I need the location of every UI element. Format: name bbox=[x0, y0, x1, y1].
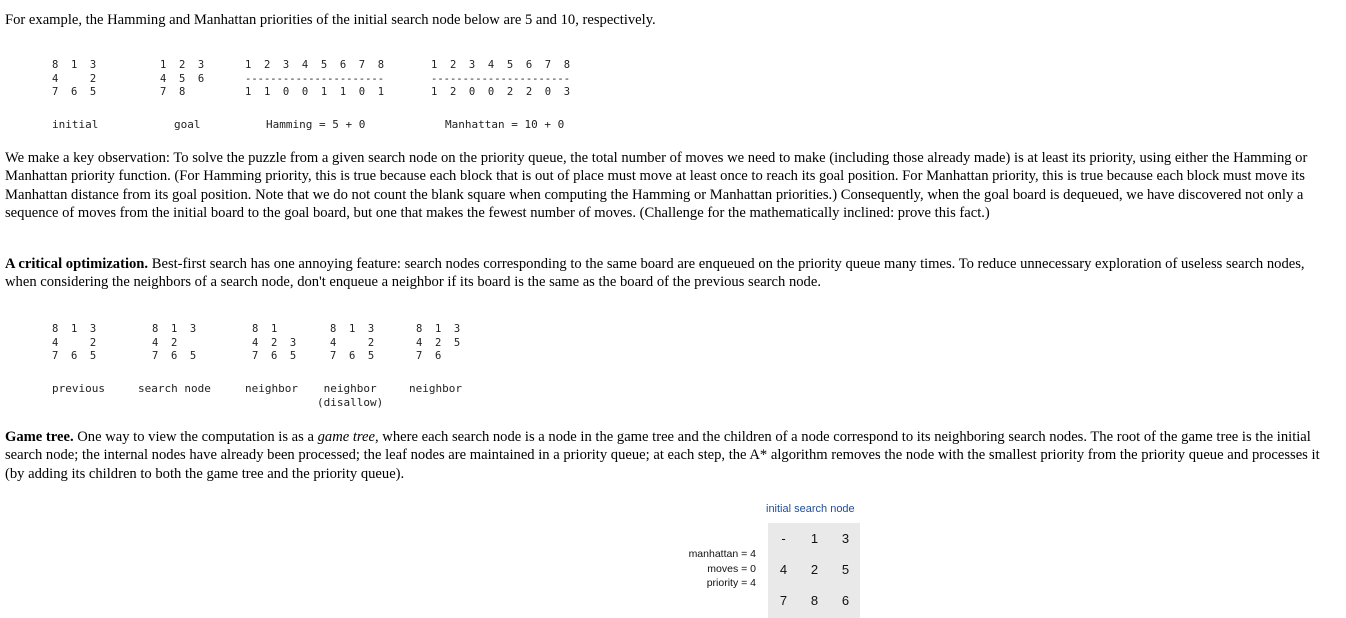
critical-text: Best-first search has one annoying feature: search nodes corresponding to the same board are enqueued on the priority queue many times. To reduce unnecessary exploration of useless search nodes, when considering the neighbors of a search node, don't enqueue a neighbor if its board is the same as the board of the previous search node. bbox=[5, 256, 1305, 291]
label-previous: previous bbox=[52, 382, 105, 395]
intro-paragraph: For example, the Hamming and Manhattan priorities of the initial search node below are 5 and 10, respectively. bbox=[5, 12, 656, 28]
game-tree-paragraph bbox=[5, 428, 1335, 483]
game-tree-text-after: , where each search node is a node in the game tree and the children of a node correspond to its neighboring search nodes. The root of the game tree is the initial search node; the internal nodes have already been processed; the leaf nodes are maintained in a priority queue; at each step, the A* algorithm removes the node with the smallest priority from the priority queue and processes it (by adding its children to both the game tree and the priority queue). bbox=[5, 429, 1320, 482]
game-tree-italic: game tree bbox=[317, 429, 375, 445]
label-neighbor-2: neighbor (disallow) bbox=[317, 382, 384, 409]
moves-stat: moves = 0 bbox=[707, 562, 756, 575]
manhattan-stat: manhattan = 4 bbox=[688, 548, 756, 560]
board-cell: 5 bbox=[841, 562, 850, 577]
game-tree-heading: Game tree. bbox=[5, 429, 74, 445]
critical-optimization-paragraph bbox=[5, 255, 1335, 292]
label-initial: initial bbox=[52, 118, 99, 131]
initial-search-node-diagram bbox=[676, 500, 876, 618]
initial-board: 8 1 3 4 2 7 6 5 bbox=[52, 59, 97, 98]
label-manhattan: Manhattan = 10 + 0 bbox=[445, 118, 565, 131]
manhattan-table: 1 2 3 4 5 6 7 8 ---------------------- 1 2 0 0 2 2 0 3 bbox=[431, 59, 571, 98]
node-stats bbox=[676, 547, 756, 591]
label-search-node: search node bbox=[138, 382, 211, 395]
puzzle-board bbox=[768, 523, 860, 618]
hamming-table: 1 2 3 4 5 6 7 8 ---------------------- 1 1 0 0 1 1 0 1 bbox=[245, 59, 385, 98]
label-hamming: Hamming = 5 + 0 bbox=[266, 118, 366, 131]
goal-board: 1 2 3 4 5 6 7 8 bbox=[160, 59, 205, 98]
board-cell: 7 bbox=[779, 593, 788, 608]
board-cell: 4 bbox=[779, 562, 788, 577]
label-neighbor-1: neighbor bbox=[245, 382, 298, 395]
priority-stat: priority = 4 bbox=[706, 577, 756, 589]
board-cell: 3 bbox=[841, 531, 850, 546]
neighbor-board-3: 8 1 3 4 2 5 7 6 bbox=[416, 323, 461, 362]
board-cell: - bbox=[781, 531, 786, 546]
board-cell: 6 bbox=[841, 593, 850, 608]
previous-board: 8 1 3 4 2 7 6 5 bbox=[52, 323, 97, 362]
critical-heading: A critical optimization. bbox=[5, 256, 149, 272]
board-cell: 1 bbox=[810, 531, 819, 546]
game-tree-text-before: One way to view the computation is as a bbox=[73, 429, 318, 445]
neighbor-board-2: 8 1 3 4 2 7 6 5 bbox=[330, 323, 375, 362]
board-cell: 8 bbox=[810, 593, 819, 608]
board-cell: 2 bbox=[810, 562, 819, 577]
diagram-title: initial search node bbox=[766, 503, 855, 515]
label-neighbor-3: neighbor bbox=[409, 382, 462, 395]
observation-paragraph: We make a key observation: To solve the puzzle from a given search node on the priority queue, the total number of moves we need to make (including those already made) is at least its priority, using either the Hamming or Manhattan priority function. (For Hamming priority, this is true because each block that is out of place must move at least once to reach its goal position. For Manhattan priority, this is true because each block must move its Manhattan distance from its goal position. Note that we do not count the blank square when computing the Hamming or Manhattan priorities.) Consequently, when the goal board is dequeued, we have discovered not only a sequence of moves from the initial board to the goal board, but one that makes the fewest number of moves. (Challenge for the mathematically inclined: prove this fact.) bbox=[5, 150, 1308, 221]
search-node-board: 8 1 3 4 2 7 6 5 bbox=[152, 323, 197, 362]
label-goal: goal bbox=[174, 118, 201, 131]
neighbor-board-1: 8 1 4 2 3 7 6 5 bbox=[252, 323, 297, 362]
